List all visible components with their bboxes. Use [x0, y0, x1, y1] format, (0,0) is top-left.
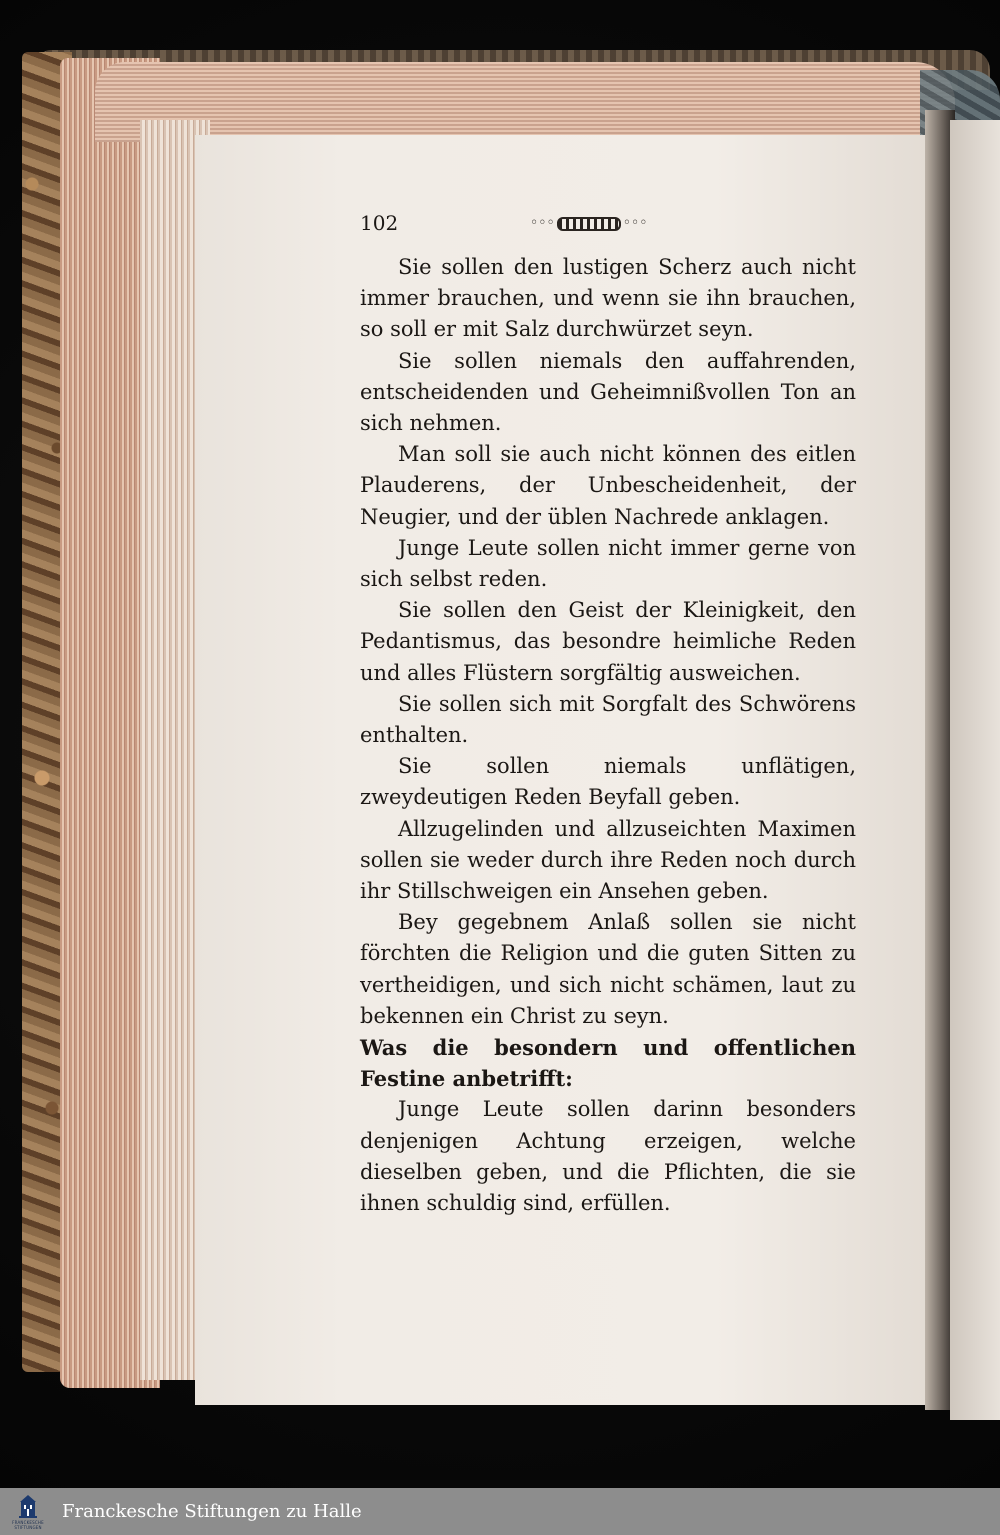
opposite-page — [950, 120, 1000, 1420]
paragraph: Allzugelinden und allzuseichten Maximen sollen sie weder durch ihre Reden noch durch ihr Stillschweigen ein Ansehen geben. — [360, 816, 856, 904]
page-header — [360, 210, 856, 238]
institution-logo-icon[interactable] — [8, 1492, 48, 1532]
header-ornament-icon: ◦◦◦ ◦◦◦ — [530, 215, 648, 232]
paragraph: Sie sollen den lustigen Scherz auch nicht immer brauchen, und wenn sie ihn brauchen, so soll er mit Salz durchwürzet seyn. — [360, 255, 856, 342]
page-text-block — [360, 210, 856, 1219]
footer-title[interactable]: Franckesche Stiftungen zu Halle — [62, 1501, 362, 1522]
page-block-top — [95, 62, 955, 142]
section-heading: Was die besondern und offentlichen Festine anbetrifft: — [360, 1035, 856, 1092]
paragraph: Junge Leute sollen nicht immer gerne von sich selbst reden. — [360, 535, 856, 592]
page-number: 102 — [360, 211, 399, 236]
footer-bar — [0, 1488, 1000, 1535]
paragraph: Sie sollen niemals den auffahrenden, entscheidenden und Geheimnißvollen Ton an sich nehmen. — [360, 348, 856, 436]
building-icon — [17, 1494, 39, 1520]
paragraph: Bey gegebnem Anlaß sollen sie nicht förchten die Religion und die guten Sitten zu vertheidigen, und sich nicht schämen, laut zu bekennen ein Christ zu seyn. — [360, 910, 856, 1028]
paragraph: Junge Leute sollen darinn besonders denjenigen Achtung erzeigen, welche dieselben geben, und die Pflichten, die sie ihnen schuldig sind, erfüllen. — [360, 1097, 856, 1216]
paragraph: Sie sollen sich mit Sorgfalt des Schwörens enthalten. — [360, 691, 856, 748]
paragraph: Man soll sie auch nicht können des eitlen Plauderens, der Unbescheidenheit, der Neugier, und der üblen Nachrede anklagen. — [360, 442, 856, 529]
paragraph: Sie sollen niemals unflätigen, zweydeutigen Reden Beyfall geben. — [360, 754, 856, 810]
paragraph: Sie sollen den Geist der Kleinigkeit, den Pedantismus, das besondre heimliche Reden und alles Flüstern sorgfältig ausweichen. — [360, 598, 856, 685]
logo-text: FRANCKESCHE STIFTUNGEN — [12, 1519, 44, 1530]
